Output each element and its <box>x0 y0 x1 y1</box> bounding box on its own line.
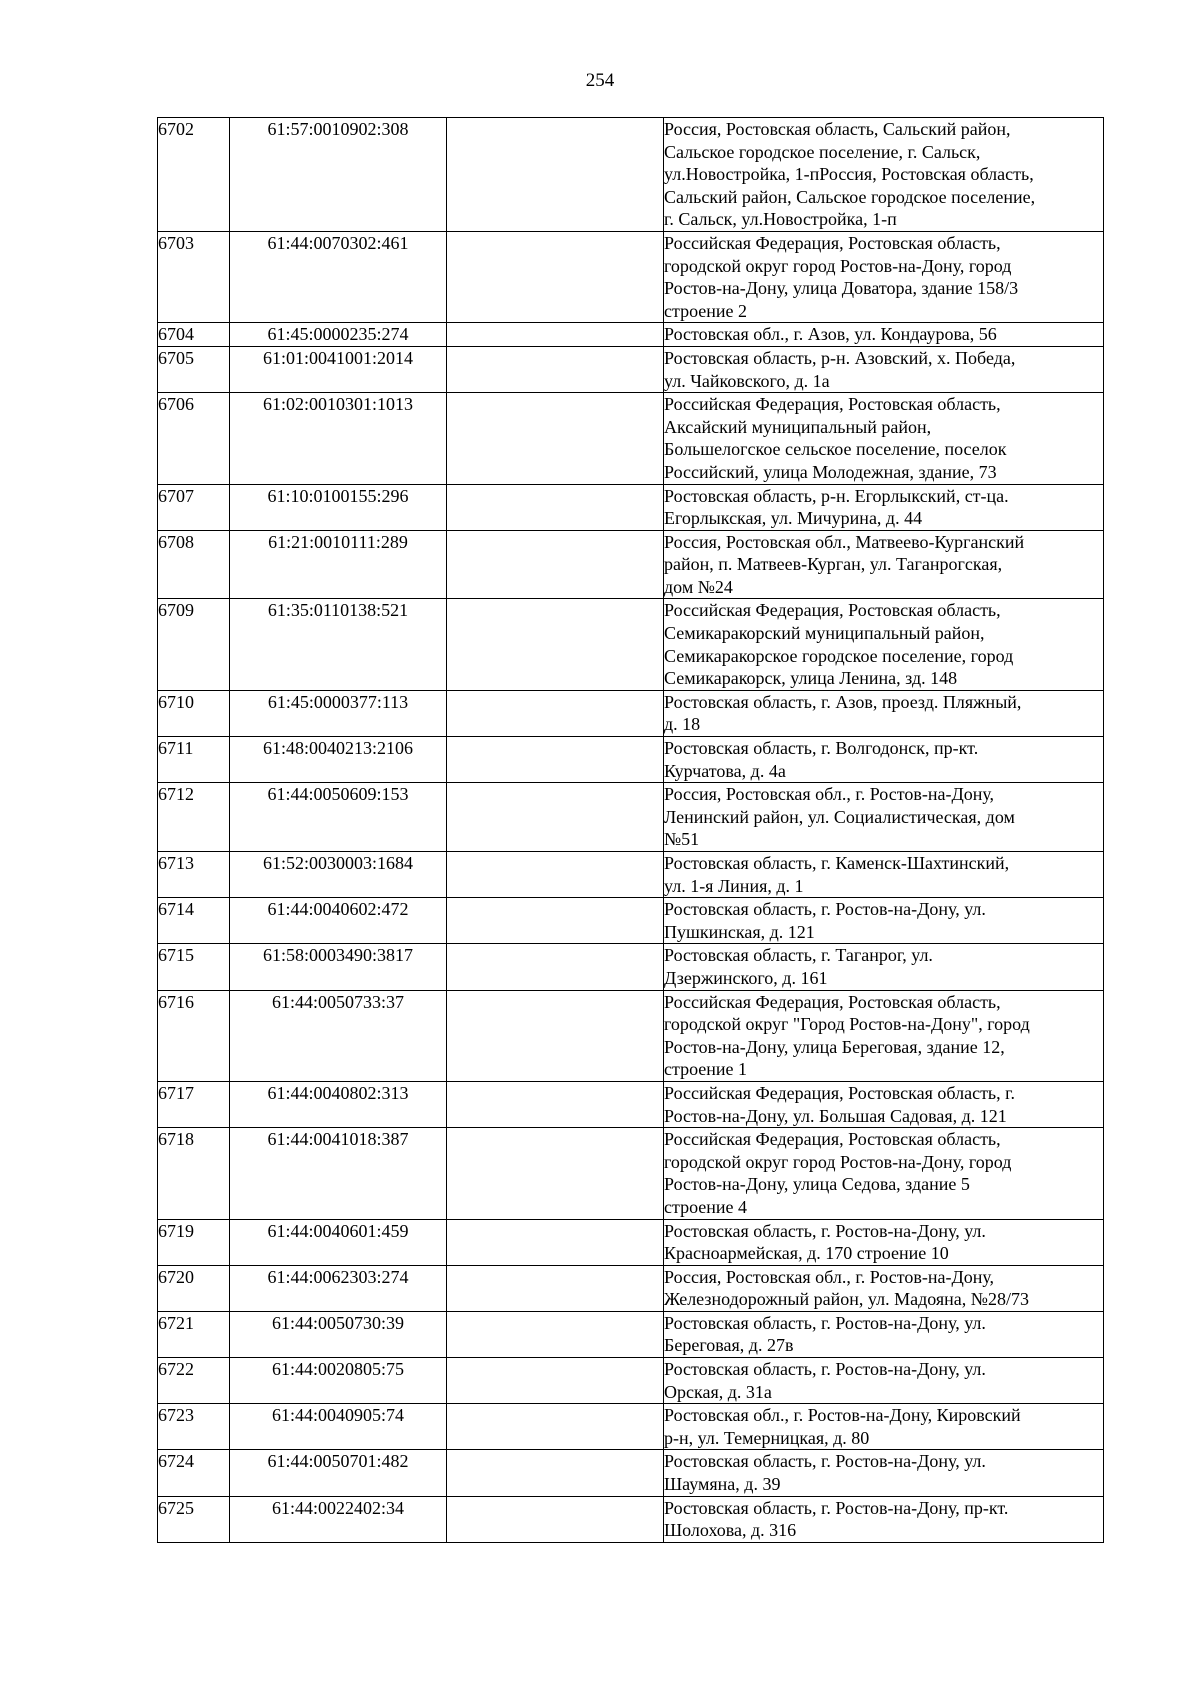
table-row <box>158 1128 1104 1219</box>
address-cell: Ростовская область, г. Азов, проезд. Пляжный, д. 18 <box>664 690 1104 736</box>
empty-cell <box>447 484 664 530</box>
row-number-cell: 6719 <box>158 1219 230 1265</box>
cadastral-number-cell: 61:44:0050701:482 <box>230 1450 447 1496</box>
cadastral-number-cell: 61:45:0000377:113 <box>230 690 447 736</box>
empty-cell <box>447 898 664 944</box>
row-number-cell: 6722 <box>158 1358 230 1404</box>
empty-cell <box>447 690 664 736</box>
table-row <box>158 599 1104 690</box>
address-cell: Ростовская область, г. Ростов-на-Дону, ул. Шаумяна, д. 39 <box>664 1450 1104 1496</box>
table-row <box>158 990 1104 1081</box>
table-row <box>158 323 1104 347</box>
row-number-cell: 6721 <box>158 1311 230 1357</box>
table-row <box>158 118 1104 232</box>
address-cell: Ростовская область, г. Ростов-на-Дону, пр-кт. Шолохова, д. 316 <box>664 1496 1104 1542</box>
row-number-cell: 6714 <box>158 898 230 944</box>
page-number: 254 <box>585 70 615 91</box>
address-cell: Российская Федерация, Ростовская область, городской округ город Ростов-на-Дону, город Ростов-на-Дону, улица Седова, здание 5 строение 4 <box>664 1128 1104 1219</box>
empty-cell <box>447 944 664 990</box>
empty-cell <box>447 1265 664 1311</box>
empty-cell <box>447 1128 664 1219</box>
empty-cell <box>447 1450 664 1496</box>
cadastral-number-cell: 61:21:0010111:289 <box>230 530 447 599</box>
empty-cell <box>447 1219 664 1265</box>
cadastral-number-cell: 61:44:0020805:75 <box>230 1358 447 1404</box>
cadastral-number-cell: 61:48:0040213:2106 <box>230 737 447 783</box>
address-cell: Российская Федерация, Ростовская область, Аксайский муниципальный район, Большелогское сельское поселение, поселок Российский, улица Молодежная, здание, 73 <box>664 393 1104 484</box>
row-number-cell: 6705 <box>158 346 230 392</box>
cadastral-number-cell: 61:44:0050609:153 <box>230 783 447 852</box>
table-row <box>158 944 1104 990</box>
address-cell: Российская Федерация, Ростовская область, Семикаракорский муниципальный район, Семикаракорское городское поселение, город Семикаракорск, улица Ленина, зд. 148 <box>664 599 1104 690</box>
address-cell: Россия, Ростовская обл., г. Ростов-на-Дону, Железнодорожный район, ул. Мадояна, №28/73 <box>664 1265 1104 1311</box>
address-cell: Ростовская область, г. Каменск-Шахтинский, ул. 1-я Линия, д. 1 <box>664 852 1104 898</box>
empty-cell <box>447 1496 664 1542</box>
address-cell: Ростовская область, р-н. Егорлыкский, ст-ца. Егорлыкская, ул. Мичурина, д. 44 <box>664 484 1104 530</box>
table-row <box>158 1311 1104 1357</box>
cadastral-number-cell: 61:44:0041018:387 <box>230 1128 447 1219</box>
table-row <box>158 1358 1104 1404</box>
cadastral-number-cell: 61:44:0070302:461 <box>230 231 447 322</box>
row-number-cell: 6715 <box>158 944 230 990</box>
empty-cell <box>447 783 664 852</box>
empty-cell <box>447 323 664 347</box>
cadastral-number-cell: 61:58:0003490:3817 <box>230 944 447 990</box>
address-cell: Ростовская область, г. Ростов-на-Дону, ул. Красноармейская, д. 170 строение 10 <box>664 1219 1104 1265</box>
table-row <box>158 231 1104 322</box>
cadastral-number-cell: 61:44:0040905:74 <box>230 1404 447 1450</box>
table-row <box>158 690 1104 736</box>
cadastral-number-cell: 61:57:0010902:308 <box>230 118 447 232</box>
row-number-cell: 6706 <box>158 393 230 484</box>
cadastral-number-cell: 61:44:0040802:313 <box>230 1081 447 1127</box>
row-number-cell: 6703 <box>158 231 230 322</box>
empty-cell <box>447 1311 664 1357</box>
table-row <box>158 346 1104 392</box>
address-cell: Российская Федерация, Ростовская область, г. Ростов-на-Дону, ул. Большая Садовая, д. 121 <box>664 1081 1104 1127</box>
empty-cell <box>447 346 664 392</box>
cadastral-number-cell: 61:44:0040602:472 <box>230 898 447 944</box>
cadastral-number-cell: 61:52:0030003:1684 <box>230 852 447 898</box>
cadastral-number-cell: 61:44:0050733:37 <box>230 990 447 1081</box>
table-row <box>158 530 1104 599</box>
table-row <box>158 737 1104 783</box>
row-number-cell: 6713 <box>158 852 230 898</box>
cadastral-number-cell: 61:10:0100155:296 <box>230 484 447 530</box>
address-cell: Россия, Ростовская область, Сальский район, Сальское городское поселение, г. Сальск, ул.Новостройка, 1-пРоссия, Ростовская область, Сальский район, Сальское городское поселение, г. Сальск, ул.Новостройка, 1-п <box>664 118 1104 232</box>
empty-cell <box>447 1404 664 1450</box>
row-number-cell: 6710 <box>158 690 230 736</box>
address-cell: Ростовская область, г. Волгодонск, пр-кт. Курчатова, д. 4а <box>664 737 1104 783</box>
table-row <box>158 1265 1104 1311</box>
empty-cell <box>447 599 664 690</box>
empty-cell <box>447 118 664 232</box>
table-row <box>158 393 1104 484</box>
cadastral-number-cell: 61:44:0040601:459 <box>230 1219 447 1265</box>
table-row <box>158 898 1104 944</box>
cadastral-number-cell: 61:01:0041001:2014 <box>230 346 447 392</box>
empty-cell <box>447 393 664 484</box>
row-number-cell: 6717 <box>158 1081 230 1127</box>
address-cell: Ростовская обл., г. Азов, ул. Кондаурова, 56 <box>664 323 1104 347</box>
row-number-cell: 6704 <box>158 323 230 347</box>
address-cell: Ростовская область, г. Ростов-на-Дону, ул. Береговая, д. 27в <box>664 1311 1104 1357</box>
address-cell: Российская Федерация, Ростовская область, городской округ город Ростов-на-Дону, город Ростов-на-Дону, улица Доватора, здание 158/3 строение 2 <box>664 231 1104 322</box>
cadastral-number-cell: 61:35:0110138:521 <box>230 599 447 690</box>
table-row <box>158 1404 1104 1450</box>
address-cell: Ростовская обл., г. Ростов-на-Дону, Кировский р-н, ул. Темерницкая, д. 80 <box>664 1404 1104 1450</box>
row-number-cell: 6720 <box>158 1265 230 1311</box>
cadastral-number-cell: 61:44:0062303:274 <box>230 1265 447 1311</box>
cadastral-number-cell: 61:45:0000235:274 <box>230 323 447 347</box>
cadastral-number-cell: 61:02:0010301:1013 <box>230 393 447 484</box>
empty-cell <box>447 231 664 322</box>
table-row <box>158 1496 1104 1542</box>
registry-table <box>157 117 1104 1543</box>
address-cell: Россия, Ростовская обл., г. Ростов-на-Дону, Ленинский район, ул. Социалистическая, дом №51 <box>664 783 1104 852</box>
address-cell: Ростовская область, г. Ростов-на-Дону, ул. Пушкинская, д. 121 <box>664 898 1104 944</box>
table-row <box>158 1219 1104 1265</box>
table-row <box>158 1081 1104 1127</box>
address-cell: Россия, Ростовская обл., Матвеево-Курганский район, п. Матвеев-Курган, ул. Таганрогская, дом №24 <box>664 530 1104 599</box>
row-number-cell: 6718 <box>158 1128 230 1219</box>
empty-cell <box>447 1081 664 1127</box>
row-number-cell: 6707 <box>158 484 230 530</box>
row-number-cell: 6711 <box>158 737 230 783</box>
empty-cell <box>447 1358 664 1404</box>
address-cell: Ростовская область, г. Ростов-на-Дону, ул. Орская, д. 31а <box>664 1358 1104 1404</box>
registry-table-body <box>158 118 1104 1543</box>
cadastral-number-cell: 61:44:0022402:34 <box>230 1496 447 1542</box>
empty-cell <box>447 737 664 783</box>
empty-cell <box>447 852 664 898</box>
row-number-cell: 6716 <box>158 990 230 1081</box>
row-number-cell: 6723 <box>158 1404 230 1450</box>
table-row <box>158 783 1104 852</box>
row-number-cell: 6712 <box>158 783 230 852</box>
cadastral-number-cell: 61:44:0050730:39 <box>230 1311 447 1357</box>
row-number-cell: 6724 <box>158 1450 230 1496</box>
row-number-cell: 6702 <box>158 118 230 232</box>
row-number-cell: 6708 <box>158 530 230 599</box>
address-cell: Ростовская область, г. Таганрог, ул. Дзержинского, д. 161 <box>664 944 1104 990</box>
row-number-cell: 6725 <box>158 1496 230 1542</box>
empty-cell <box>447 990 664 1081</box>
table-row <box>158 484 1104 530</box>
row-number-cell: 6709 <box>158 599 230 690</box>
address-cell: Ростовская область, р-н. Азовский, х. Победа, ул. Чайковского, д. 1а <box>664 346 1104 392</box>
address-cell: Российская Федерация, Ростовская область, городской округ "Город Ростов-на-Дону", город Ростов-на-Дону, улица Береговая, здание 12, строение 1 <box>664 990 1104 1081</box>
table-row <box>158 852 1104 898</box>
empty-cell <box>447 530 664 599</box>
table-row <box>158 1450 1104 1496</box>
